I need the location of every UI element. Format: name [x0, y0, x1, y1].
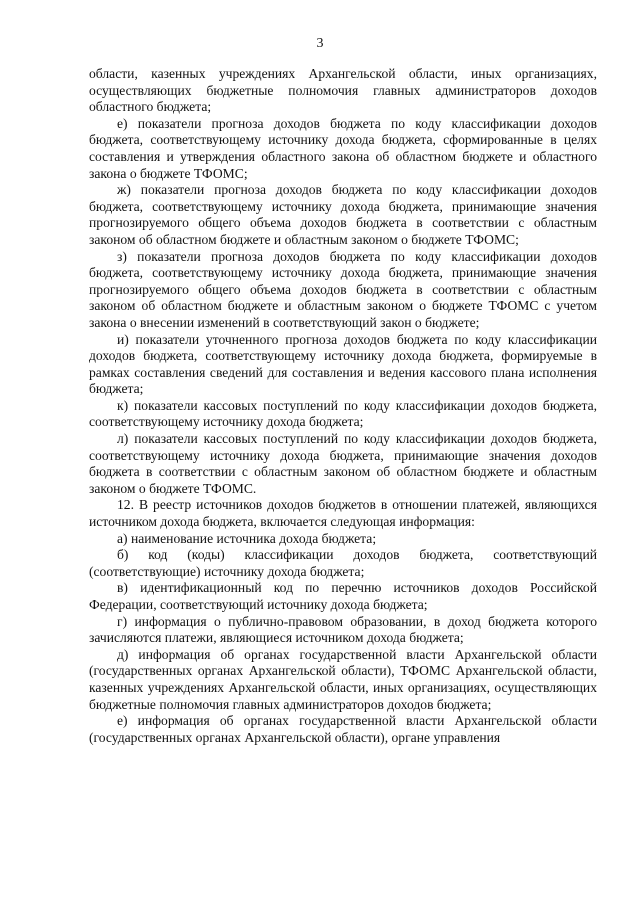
- paragraph-item-i-refined-forecast: и) показатели уточненного прогноза доходов бюджета по коду классификации доходов бюджета, соответствующему источнику дохода бюджета, формируемые в рамках составления сведений для составления и ведения кассового плана исполнения бюджета;: [89, 331, 597, 397]
- paragraph-item-d-authorities: д) информация об органах государственной власти Архангельской области (государственных органах Архангельской области), ТФОМС Архангельской области, казенных учреждениях Архангельской области, иных организациях, осуществляющих бюджетные полномочия главных администраторов доходов бюджета;: [89, 646, 597, 712]
- document-body: [89, 66, 597, 746]
- paragraph-item-e-forecast: е) показатели прогноза доходов бюджета по коду классификации доходов бюджета, соответствующему источнику дохода бюджета, сформированные в целях составления и утверждения областного закона об областном бюджете и областного закона о бюджете ТФОМС;: [89, 115, 597, 181]
- paragraph-item-g-public-entity: г) информация о публично-правовом образовании, в доход бюджета которого зачисляются платежи, являющиеся источником дохода бюджета;: [89, 613, 597, 646]
- paragraph-section-12: 12. В реестр источников доходов бюджетов в отношении платежей, являющихся источником дохода бюджета, включается следующая информация:: [89, 497, 597, 530]
- paragraph-item-l-cash-receipts-law: л) показатели кассовых поступлений по коду классификации доходов бюджета, соответствующему источнику дохода бюджета, принимающие значения доходов бюджета в соответствии с областным законом об областном бюджете и областным законом о бюджете ТФОМС.: [89, 431, 597, 496]
- paragraph-item-b-codes: б) код (коды) классификации доходов бюджета, соответствующий (соответствующие) источнику дохода бюджета;: [89, 547, 597, 579]
- paragraph-continuation: области, казенных учреждениях Архангельской области, иных организациях, осуществляющих бюджетные полномочия главных администраторов доходов областного бюджета;: [89, 66, 597, 115]
- paragraph-item-v-identification-code: в) идентификационный код по перечню источников доходов Российской Федерации, соответствующий источнику дохода бюджета;: [89, 580, 597, 612]
- paragraph-item-zh-forecast-law: ж) показатели прогноза доходов бюджета по коду классификации доходов бюджета, соответствующему источнику дохода бюджета, принимающие значения прогнозируемого общего объема доходов бюджета в соответствии с областным законом об областном бюджете и областным законом о бюджете ТФОМС;: [89, 182, 597, 247]
- paragraph-item-z-forecast-amendments: з) показатели прогноза доходов бюджета по коду классификации доходов бюджета, соответствующему источнику дохода бюджета, принимающие значения прогнозируемого общего объема доходов бюджета в соответствии с областным законом об областном бюджете и областным законом о бюджете ТФОМС с учетом закона о внесении изменений в соответствующий закон о бюджете;: [89, 248, 597, 330]
- paragraph-item-e-authorities: е) информация об органах государственной власти Архангельской области (государственных органах Архангельской области), органе управления: [89, 713, 597, 745]
- paragraph-item-a-name: а) наименование источника дохода бюджета;: [117, 530, 377, 546]
- page-number: 3: [316, 36, 324, 51]
- paragraph-item-k-cash-receipts: к) показатели кассовых поступлений по коду классификации доходов бюджета, соответствующему источнику дохода бюджета;: [89, 397, 597, 430]
